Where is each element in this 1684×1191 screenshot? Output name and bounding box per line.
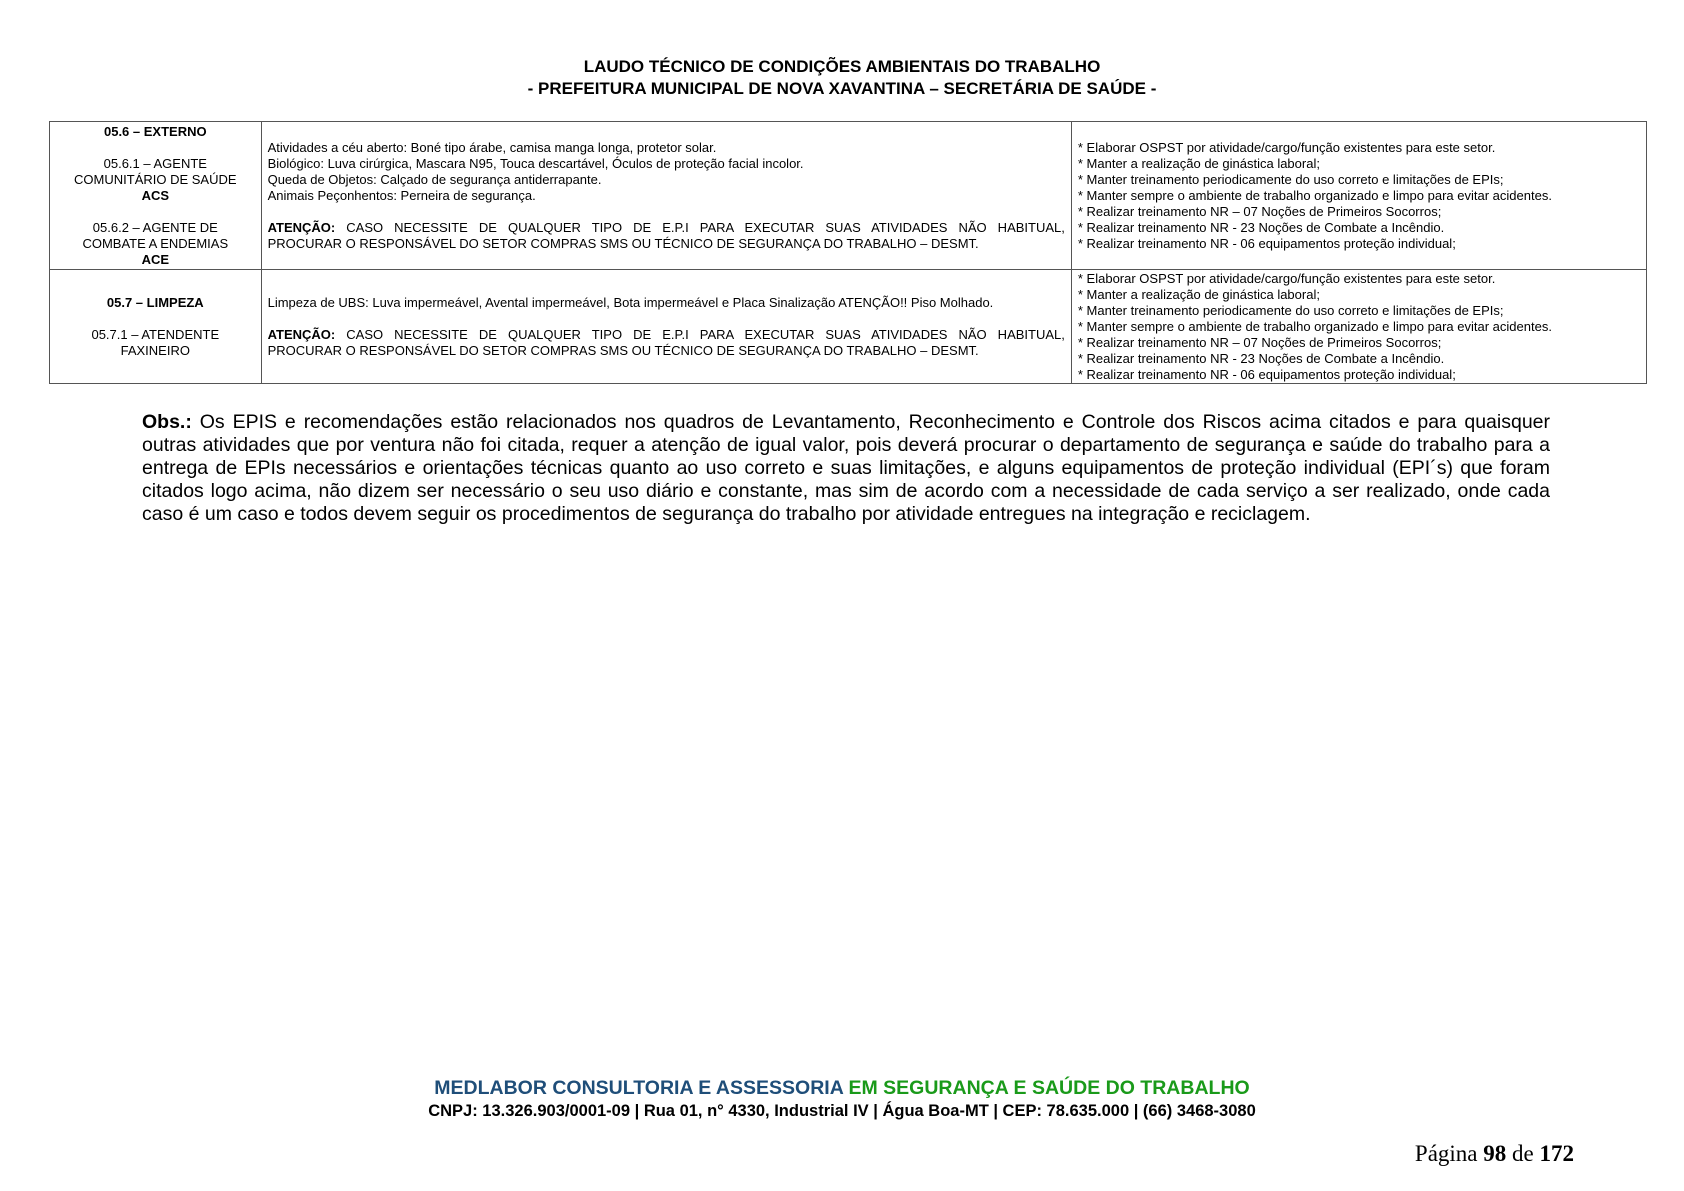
recommendation-item: * Realizar treinamento NR - 06 equipamentos proteção individual; — [1077, 366, 1456, 382]
epi-item: Limpeza de UBS: Luva impermeável, Avental impermeável, Bota impermeável e Placa Sinalização ATENÇÃO!! Piso Molhado. — [267, 294, 994, 310]
company-name-primary: MEDLABOR CONSULTORIA E ASSESSORIA — [434, 1077, 844, 1099]
recommendation-item: * Elaborar OSPST por atividade/cargo/função existentes para este setor. — [1077, 270, 1496, 286]
company-name — [0, 1076, 1684, 1100]
recommendation-item: * Manter a realização de ginástica laboral; — [1077, 155, 1320, 171]
document-footer — [0, 1076, 1684, 1122]
role-name: FAXINEIRO — [120, 342, 190, 358]
recommendation-item: * Manter treinamento periodicamente do uso correto e limitações de EPIs; — [1077, 302, 1504, 318]
sector-cell — [50, 122, 262, 270]
epi-item: Atividades a céu aberto: Boné tipo árabe, camisa manga longa, protetor solar. — [267, 139, 717, 155]
role-name: COMUNITÁRIO DE SAÚDE — [74, 171, 237, 187]
role-name: COMBATE A ENDEMIAS — [82, 235, 229, 251]
attention-text: CASO NECESSITE DE QUALQUER TIPO DE E.P.I PARA EXECUTAR SUAS ATIVIDADES NÃO HABITUAL, — [346, 326, 1065, 342]
table-row — [50, 122, 1647, 270]
observation-text: Os EPIS e recomendações estão relacionados nos quadros de Levantamento, Reconhecimento e Controle dos Riscos acima citados e para quaisquer outras atividades que por ventura não foi citada, requer a atenção de igual valor, pois deverá procurar o departamento de segurança e saúde do trabalho para a entrega de EPIs necessários e orientações técnicas quanto ao uso correto e suas limitações, e alguns equipamentos de proteção individual (EPI´s) que foram citados logo acima, não dizem ser necessário o seu uso diário e constante, mas sim de acordo com a necessidade de cada serviço a ser realizado, onde cada caso é um caso e todos devem seguir os procedimentos de segurança do trabalho por atividade entregues na integração e reciclagem. — [142, 411, 1551, 525]
attention-text: CASO NECESSITE DE QUALQUER TIPO DE E.P.I PARA EXECUTAR SUAS ATIVIDADES NÃO HABITUAL, — [346, 219, 1065, 235]
recommendation-item: * Realizar treinamento NR – 07 Noções de Primeiros Socorros; — [1077, 334, 1442, 350]
recommendation-item: * Elaborar OSPST por atividade/cargo/função existentes para este setor. — [1077, 139, 1496, 155]
role-abbreviation: ACE — [141, 251, 170, 267]
document-header — [0, 56, 1684, 100]
epi-cell — [261, 270, 1071, 384]
sector-cell — [50, 270, 262, 384]
table-row — [50, 270, 1647, 384]
epi-item: Biológico: Luva cirúrgica, Mascara N95, Touca descartável, Óculos de proteção facial incolor. — [267, 155, 804, 171]
page-current: 98 — [1483, 1141, 1507, 1166]
role-name: 05.6.1 – AGENTE — [103, 155, 207, 171]
attention-label: ATENÇÃO: — [267, 219, 336, 235]
role-name: 05.7.1 – ATENDENTE — [91, 326, 220, 342]
document-title: LAUDO TÉCNICO DE CONDIÇÕES AMBIENTAIS DO TRABALHO — [583, 57, 1101, 76]
recommendations-cell — [1071, 270, 1646, 384]
page-total: 172 — [1539, 1141, 1574, 1166]
attention-text: PROCURAR O RESPONSÁVEL DO SETOR COMPRAS SMS OU TÉCNICO DE SEGURANÇA DO TRABALHO – DESMT. — [267, 235, 979, 251]
epi-item: Animais Peçonhentos: Perneira de segurança. — [267, 187, 536, 203]
company-name-secondary: EM SEGURANÇA E SAÚDE DO TRABALHO — [848, 1077, 1250, 1099]
attention-notice — [268, 327, 1065, 343]
epi-cell — [261, 122, 1071, 270]
attention-label: ATENÇÃO: — [267, 326, 336, 342]
epi-item: Queda de Objetos: Calçado de segurança antiderrapante. — [267, 171, 602, 187]
recommendations-cell — [1071, 122, 1646, 270]
recommendation-item: * Realizar treinamento NR - 23 Noções de Combate a Incêndio. — [1077, 350, 1445, 366]
page-label: Página — [1414, 1141, 1478, 1166]
sector-title: 05.7 – LIMPEZA — [106, 294, 204, 310]
risk-table — [49, 121, 1647, 384]
document-subtitle: - PREFEITURA MUNICIPAL DE NOVA XAVANTINA – SECRETÁRIA DE SAÚDE - — [527, 79, 1157, 98]
recommendation-item: * Realizar treinamento NR - 06 equipamentos proteção individual; — [1077, 235, 1456, 251]
role-abbreviation: ACS — [141, 187, 170, 203]
page-of: de — [1512, 1141, 1534, 1166]
observation-label: Obs.: — [142, 411, 192, 433]
recommendation-item: * Realizar treinamento NR - 23 Noções de Combate a Incêndio. — [1077, 219, 1445, 235]
observation-paragraph — [142, 411, 1550, 526]
company-address: CNPJ: 13.326.903/0001-09 | Rua 01, n° 4330, Industrial IV | Água Boa-MT | CEP: 78.635.000 | (66) 3468-3080 — [428, 1102, 1256, 1120]
sector-title: 05.6 – EXTERNO — [103, 123, 207, 139]
recommendation-item: * Manter a realização de ginástica laboral; — [1077, 286, 1320, 302]
attention-text: PROCURAR O RESPONSÁVEL DO SETOR COMPRAS SMS OU TÉCNICO DE SEGURANÇA DO TRABALHO – DESMT. — [267, 342, 979, 358]
role-name: 05.6.2 – AGENTE DE — [92, 219, 218, 235]
page-number — [1415, 1141, 1574, 1167]
recommendation-item: * Manter sempre o ambiente de trabalho organizado e limpo para evitar acidentes. — [1077, 318, 1552, 334]
recommendation-item: * Manter sempre o ambiente de trabalho organizado e limpo para evitar acidentes. — [1077, 187, 1552, 203]
recommendation-item: * Realizar treinamento NR – 07 Noções de Primeiros Socorros; — [1077, 203, 1442, 219]
recommendation-item: * Manter treinamento periodicamente do uso correto e limitações de EPIs; — [1077, 171, 1504, 187]
attention-notice — [268, 220, 1065, 236]
